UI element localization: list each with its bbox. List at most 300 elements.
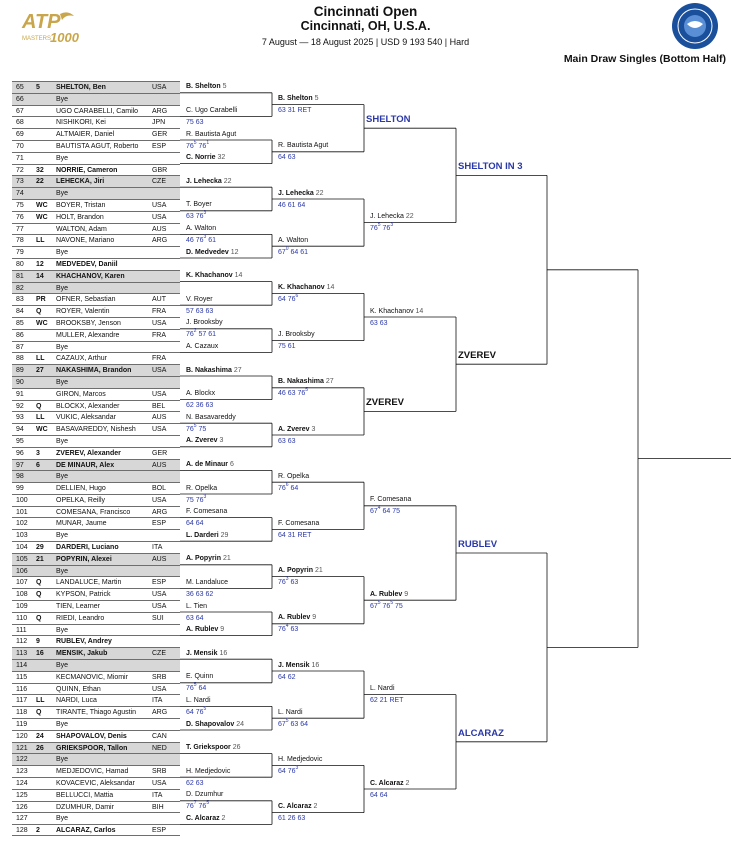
r4-winner: SHELTON	[366, 114, 411, 126]
r4-player: F. Comesana	[370, 496, 412, 504]
player-name: MEDJEDOVIC, Hamad	[56, 768, 129, 776]
draw-number: 119	[16, 721, 28, 729]
qf-winner: ZVEREV	[458, 350, 497, 362]
draw-number: 102	[16, 520, 28, 528]
r3-player: A. Rublev 9	[278, 614, 317, 622]
r2-player: D. Medvedev 12	[186, 248, 239, 256]
draw-number: 109	[16, 603, 28, 611]
player-name: DELLIEN, Hugo	[56, 485, 106, 493]
r3-score: 64 62	[278, 673, 296, 681]
seed-entry-tag: 21	[36, 555, 44, 563]
player-name: QUINN, Ethan	[56, 685, 101, 693]
draw-number: 69	[16, 131, 24, 139]
player-name: HOLT, Brandon	[56, 213, 104, 221]
player-name: Bye	[56, 721, 69, 729]
draw-number: 126	[16, 803, 28, 811]
r2-score: 57 63 63	[186, 307, 214, 315]
r3-player: A. Walton	[278, 236, 309, 244]
seed-entry-tag: 9	[36, 638, 40, 646]
player-name: COMESANA, Francisco	[56, 508, 131, 516]
r4-winner: ZVEREV	[366, 397, 405, 409]
r2-player: T. Boyer	[186, 201, 212, 209]
player-name: KHACHANOV, Karen	[56, 272, 125, 280]
player-name: BROOKSBY, Jenson	[56, 319, 121, 327]
country-code: ARG	[152, 709, 168, 717]
draw-number: 68	[16, 119, 24, 127]
player-name: Bye	[56, 626, 69, 634]
r3-score: $67^5$ 63 64	[278, 717, 309, 728]
draw-number: 115	[16, 673, 28, 681]
seed-entry-tag: 16	[36, 650, 44, 658]
country-code: AUS	[152, 414, 167, 422]
player-name: MUNAR, Jaume	[56, 520, 107, 528]
country-code: ESP	[152, 827, 167, 835]
draw-number: 83	[16, 296, 24, 304]
country-code: USA	[152, 591, 167, 599]
draw-number: 74	[16, 190, 24, 198]
country-code: USA	[152, 319, 167, 327]
player-name: Bye	[56, 190, 69, 198]
draw-number: 78	[16, 237, 24, 245]
r4-player: A. Rublev 9	[370, 590, 409, 598]
draw-number: 117	[16, 697, 28, 705]
draw-number: 99	[16, 485, 24, 493]
draw-number: 81	[16, 272, 24, 280]
draw-number: 107	[16, 579, 28, 587]
player-name: SHAPOVALOV, Denis	[56, 732, 127, 740]
r2-player: R. Opelka	[186, 484, 218, 492]
player-name: KYPSON, Patrick	[56, 591, 111, 599]
qf-winner: ALCARAZ	[458, 727, 504, 739]
player-name: GIRON, Marcos	[56, 390, 106, 398]
r3-player: F. Comesana	[278, 519, 320, 527]
r4-score: $76^5$ $76^3$	[370, 222, 394, 233]
country-code: ESP	[152, 142, 167, 150]
player-name: CAZAUX, Arthur	[56, 355, 107, 363]
seed-entry-tag: 26	[36, 744, 44, 752]
tournament-location: Cincinnati, OH, U.S.A.	[300, 19, 431, 33]
player-name: Bye	[56, 532, 69, 540]
seed-entry-tag: LL	[36, 237, 45, 245]
country-code: ITA	[152, 544, 163, 552]
draw-number: 80	[16, 260, 24, 268]
draw-number: 88	[16, 355, 24, 363]
player-name: ROYER, Valentin	[56, 308, 110, 316]
qf-winner: SHELTON IN 3	[458, 161, 523, 173]
r3-player: C. Alcaraz 2	[278, 803, 318, 811]
r4-score: 63 63	[370, 319, 388, 327]
r4-score: 64 64	[370, 791, 388, 799]
r2-player: L. Nardi	[186, 696, 211, 704]
r4-player: J. Lehecka 22	[370, 213, 414, 221]
r3-score: 64 $76^6$	[278, 292, 299, 303]
seed-entry-tag: LL	[36, 414, 45, 422]
r3-player: J. Lehecka 22	[278, 189, 324, 197]
draw-number: 110	[16, 614, 28, 622]
draw-number: 85	[16, 319, 24, 327]
country-code: BEL	[152, 402, 166, 410]
r2-player: A. Rublev 9	[186, 626, 225, 634]
country-code: ITA	[152, 791, 163, 799]
country-code: USA	[152, 213, 167, 221]
draw-number: 120	[16, 732, 28, 740]
seed-entry-tag: 27	[36, 367, 44, 375]
country-code: USA	[152, 780, 167, 788]
r2-player: C. Norrie 32	[186, 154, 226, 162]
country-code: ARG	[152, 107, 168, 115]
r2-player: A. Cazaux	[186, 342, 219, 350]
draw-number: 76	[16, 213, 24, 221]
r2-player: E. Quinn	[186, 673, 214, 681]
r2-score: 46 $76^3$ 61	[186, 233, 217, 244]
r3-player: A. Zverev 3	[278, 425, 316, 433]
r2-player: A. Zverev 3	[186, 437, 224, 445]
country-code: NED	[152, 744, 167, 752]
draw-number: 113	[16, 650, 28, 658]
draw-number: 125	[16, 791, 28, 799]
draw-number: 124	[16, 780, 28, 788]
player-name: KECMANOVIC, Miomir	[56, 673, 128, 681]
draw-number: 72	[16, 166, 24, 174]
player-name: Bye	[56, 95, 69, 103]
country-code: ESP	[152, 520, 167, 528]
country-code: USA	[152, 201, 167, 209]
r2-player: A. de Minaur 6	[186, 460, 234, 468]
country-code: USA	[152, 426, 167, 434]
country-code: CAN	[152, 732, 167, 740]
country-code: AUS	[152, 461, 167, 469]
country-code: USA	[152, 685, 167, 693]
r2-score: 36 63 62	[186, 590, 214, 598]
r2-score: 62 63	[186, 779, 204, 787]
player-name: Bye	[56, 154, 69, 162]
player-name: RIEDI, Leandro	[56, 614, 105, 622]
draw-number: 86	[16, 331, 24, 339]
r4-player: L. Nardi	[370, 685, 395, 693]
draw-number: 93	[16, 414, 24, 422]
draw-number: 101	[16, 508, 28, 516]
draw-number: 128	[16, 827, 28, 835]
player-name: MEDVEDEV, Daniil	[56, 260, 118, 268]
draw-number: 67	[16, 107, 24, 115]
draw-number: 114	[16, 662, 28, 670]
seed-entry-tag: 5	[36, 84, 40, 91]
seed-entry-tag: 22	[36, 178, 44, 186]
country-code: CZE	[152, 650, 166, 658]
r2-player: H. Medjedovic	[186, 767, 231, 775]
player-name: Bye	[56, 473, 69, 481]
draw-number: 122	[16, 756, 28, 764]
seed-entry-tag: 32	[36, 166, 44, 174]
r2-player: B. Shelton 5	[186, 83, 227, 91]
tournament-title: Cincinnati Open	[313, 4, 418, 19]
country-code: GER	[152, 131, 168, 139]
r2-player: M. Landaluce	[186, 578, 229, 586]
r2-player: D. Shapovalov 24	[186, 720, 244, 728]
country-code: FRA	[152, 331, 166, 339]
r3-score: $67^0$ 64 61	[278, 245, 309, 256]
r2-score: 64 $76^5$	[186, 705, 207, 716]
draw-number: 82	[16, 284, 24, 292]
r2-score: 75 63	[186, 118, 204, 126]
seed-entry-tag: 14	[36, 272, 44, 280]
player-name: LANDALUCE, Martin	[56, 579, 122, 587]
draw-number: 106	[16, 567, 28, 575]
draw-number: 118	[16, 709, 28, 717]
r3-score: 64 $76^3$	[278, 764, 299, 775]
r4-score: 62 21 RET	[370, 697, 404, 705]
r2-score: 64 64	[186, 520, 204, 528]
player-name: VUKIC, Aleksandar	[56, 414, 116, 422]
country-code: JPN	[152, 119, 166, 127]
draw-number: 104	[16, 544, 28, 552]
svg-text:1000: 1000	[50, 30, 79, 44]
draw-number: 96	[16, 449, 24, 457]
r2-player: J. Mensik 16	[186, 649, 228, 657]
country-code: SRB	[152, 673, 167, 681]
r3-score: 64 63	[278, 154, 296, 162]
seed-entry-tag: Q	[36, 579, 42, 587]
r3-player: B. Shelton 5	[278, 95, 319, 103]
draw-number: 123	[16, 768, 28, 776]
draw-number: 112	[16, 638, 28, 646]
draw-number: 90	[16, 378, 24, 386]
player-name: MENSIK, Jakub	[56, 650, 108, 658]
country-code: GBR	[152, 166, 168, 174]
draw-number: 94	[16, 426, 24, 434]
svg-text:MASTERS: MASTERS	[22, 36, 52, 42]
seed-entry-tag: LL	[36, 697, 45, 705]
player-name: DE MINAUR, Alex	[56, 461, 115, 469]
r3-score: 61 26 63	[278, 815, 306, 823]
seed-entry-tag: LL	[36, 355, 45, 363]
r2-player: K. Khachanov 14	[186, 272, 243, 280]
r2-score: $76^7$ $76^5$	[186, 800, 210, 811]
player-name: TIEN, Learner	[56, 603, 100, 611]
draw-number: 84	[16, 308, 24, 316]
seed-entry-tag: 24	[36, 732, 44, 740]
player-name: Bye	[56, 815, 69, 823]
seed-entry-tag: WC	[36, 213, 48, 221]
seed-entry-tag: WC	[36, 201, 48, 209]
r3-score: $76^6$ 64	[278, 481, 299, 492]
player-name: POPYRIN, Alexei	[56, 555, 112, 563]
player-name: NARDI, Luca	[56, 697, 97, 705]
player-name: OFNER, Sebastian	[56, 296, 116, 304]
r3-score: 46 61 64	[278, 201, 306, 209]
player-name: BELLUCCI, Mattia	[56, 791, 114, 799]
r3-score: 46 63 $76^5$	[278, 387, 309, 398]
player-name: OPELKA, Reilly	[56, 496, 106, 504]
r4-player: C. Alcaraz 2	[370, 779, 410, 787]
r2-player: A. Popyrin 21	[186, 555, 231, 563]
r2-player: V. Royer	[186, 295, 213, 303]
player-name: ALTMAIER, Daniel	[56, 131, 115, 139]
r3-score: $76^4$ 63	[278, 623, 299, 634]
r3-player: R. Opelka	[278, 472, 310, 480]
player-name: Bye	[56, 284, 69, 292]
r3-player: L. Nardi	[278, 708, 303, 716]
seed-entry-tag: WC	[36, 319, 48, 327]
r3-player: A. Popyrin 21	[278, 567, 323, 575]
r3-score: 63 63	[278, 437, 296, 445]
r2-player: R. Bautista Agut	[186, 130, 237, 138]
player-name: Bye	[56, 756, 69, 764]
r2-player: L. Tien	[186, 602, 208, 610]
draw-number: 92	[16, 402, 24, 410]
draw-number: 79	[16, 249, 24, 257]
country-code: USA	[152, 367, 167, 375]
player-name: TIRANTE, Thiago Agustin	[56, 709, 137, 717]
r2-player: B. Nakashima 27	[186, 366, 242, 374]
r3-player: J. Brooksby	[278, 331, 315, 339]
seed-entry-tag: Q	[36, 591, 42, 599]
r2-player: J. Brooksby	[186, 319, 223, 327]
player-name: BAUTISTA AGUT, Roberto	[56, 142, 139, 150]
player-name: DARDERI, Luciano	[56, 544, 119, 552]
player-name: ZVEREV, Alexander	[56, 449, 121, 457]
r3-player: H. Medjedovic	[278, 755, 323, 763]
seed-entry-tag: Q	[36, 402, 42, 410]
country-code: SUI	[152, 614, 164, 622]
r3-score: 75 61	[278, 343, 296, 351]
player-name: RUBLEV, Andrey	[56, 638, 112, 646]
country-code: AUT	[152, 296, 166, 304]
r3-score: $76^3$ 63	[278, 576, 299, 587]
seed-entry-tag: Q	[36, 308, 42, 316]
player-name: DZUMHUR, Damir	[56, 803, 114, 811]
r2-player: C. Ugo Carabelli	[186, 106, 238, 114]
country-code: AUS	[152, 225, 167, 233]
player-name: GRIEKSPOOR, Tallon	[56, 744, 128, 752]
r2-player: A. Walton	[186, 224, 217, 232]
r3-score: 63 31 RET	[278, 107, 312, 115]
player-name: MULLER, Alexandre	[56, 331, 120, 339]
seed-entry-tag: WC	[36, 426, 48, 434]
draw-number: 108	[16, 591, 28, 599]
country-code: SRB	[152, 768, 167, 776]
player-name: NAKASHIMA, Brandon	[56, 367, 132, 375]
draw-number: 95	[16, 437, 24, 445]
r3-player: B. Nakashima 27	[278, 378, 334, 386]
draw-number: 103	[16, 532, 28, 540]
player-name: WALTON, Adam	[56, 225, 107, 233]
draw-number: 70	[16, 142, 24, 150]
player-name: NISHIKORI, Kei	[56, 119, 106, 127]
country-code: ARG	[152, 508, 168, 516]
seed-entry-tag: 2	[36, 827, 40, 835]
country-code: USA	[152, 496, 167, 504]
draw-number: 97	[16, 461, 24, 469]
country-code: FRA	[152, 308, 166, 316]
country-code: USA	[152, 390, 167, 398]
draw-number: 121	[16, 744, 28, 752]
country-code: ITA	[152, 697, 163, 705]
draw-number: 98	[16, 473, 24, 481]
r4-score: $67^4$ 64 75	[370, 505, 401, 516]
seed-entry-tag: 29	[36, 544, 44, 552]
r2-score: 75 $76^3$	[186, 493, 207, 504]
seed-entry-tag: PR	[36, 296, 46, 304]
player-name: LEHECKA, Jiri	[56, 178, 105, 186]
player-name: Bye	[56, 662, 69, 670]
draw-number: 127	[16, 815, 28, 823]
player-name: Bye	[56, 249, 69, 257]
draw-number: 87	[16, 343, 24, 351]
player-name: ALCARAZ, Carlos	[56, 827, 116, 835]
r2-player: T. Griekspoor 26	[186, 744, 241, 752]
country-code: AUS	[152, 555, 167, 563]
player-name: BOYER, Tristan	[56, 201, 106, 209]
player-name: Bye	[56, 343, 69, 351]
r2-score: $76^5$ 75	[186, 422, 207, 433]
r2-score: 62 36 63	[186, 402, 214, 410]
draw-number: 66	[16, 95, 24, 103]
draw-number: 91	[16, 390, 24, 398]
r2-score: $76^5$ 64	[186, 682, 207, 693]
svg-text:ATP: ATP	[22, 11, 61, 33]
player-name: SHELTON, Ben	[56, 84, 106, 91]
r3-player: J. Mensik 16	[278, 661, 320, 669]
player-name: NAVONE, Mariano	[56, 237, 115, 245]
r2-score: 63 $76^3$	[186, 210, 207, 221]
country-code: ESP	[152, 579, 167, 587]
r3-score: 64 31 RET	[278, 531, 312, 539]
r3-player: K. Khachanov 14	[278, 283, 335, 291]
player-name: KOVACEVIC, Aleksandar	[56, 780, 135, 788]
draw-number: 77	[16, 225, 24, 233]
draw-number: 100	[16, 496, 28, 504]
qf-winner: RUBLEV	[458, 539, 498, 550]
draw-number: 65	[16, 84, 24, 91]
r2-player: C. Alcaraz 2	[186, 814, 226, 822]
r2-player: A. Blockx	[186, 390, 216, 398]
r4-score: $67^5$ $76^5$ 75	[370, 599, 403, 610]
r2-score: $76^2$ 57 61	[186, 328, 217, 339]
player-name: Bye	[56, 437, 69, 445]
country-code: FRA	[152, 355, 166, 363]
r2-score: 63 64	[186, 614, 204, 622]
country-code: CZE	[152, 178, 166, 186]
seed-entry-tag: 6	[36, 461, 40, 469]
draw-number: 89	[16, 367, 24, 375]
country-code: ARG	[152, 237, 168, 245]
draw-number: 73	[16, 178, 24, 186]
seed-entry-tag: Q	[36, 614, 42, 622]
draw-number: 105	[16, 555, 28, 563]
draw-number: 75	[16, 201, 24, 209]
player-name: Bye	[56, 378, 69, 386]
draw-number: 116	[16, 685, 28, 693]
r2-player: D. Dzumhur	[186, 791, 224, 799]
player-name: UGO CARABELLI, Camilo	[56, 107, 139, 115]
country-code: USA	[152, 603, 167, 611]
draw-number: 71	[16, 154, 24, 162]
r4-player: K. Khachanov 14	[370, 307, 424, 315]
country-code: BOL	[152, 485, 167, 493]
r2-player: J. Lehecka 22	[186, 177, 232, 185]
draw-section-title: Main Draw Singles (Bottom Half)	[563, 53, 726, 65]
country-code: BIH	[152, 803, 164, 811]
seed-entry-tag: Q	[36, 709, 42, 717]
tournament-info: 7 August — 18 August 2025 | USD 9 193 540 | Hard	[261, 37, 470, 47]
r2-score: $76^5$ $76^1$	[186, 139, 210, 150]
player-name: Bye	[56, 567, 69, 575]
r3-player: R. Bautista Agut	[278, 142, 329, 150]
r2-player: F. Comesana	[186, 508, 228, 516]
player-name: BLOCKX, Alexander	[56, 402, 120, 410]
seed-entry-tag: 12	[36, 260, 44, 268]
